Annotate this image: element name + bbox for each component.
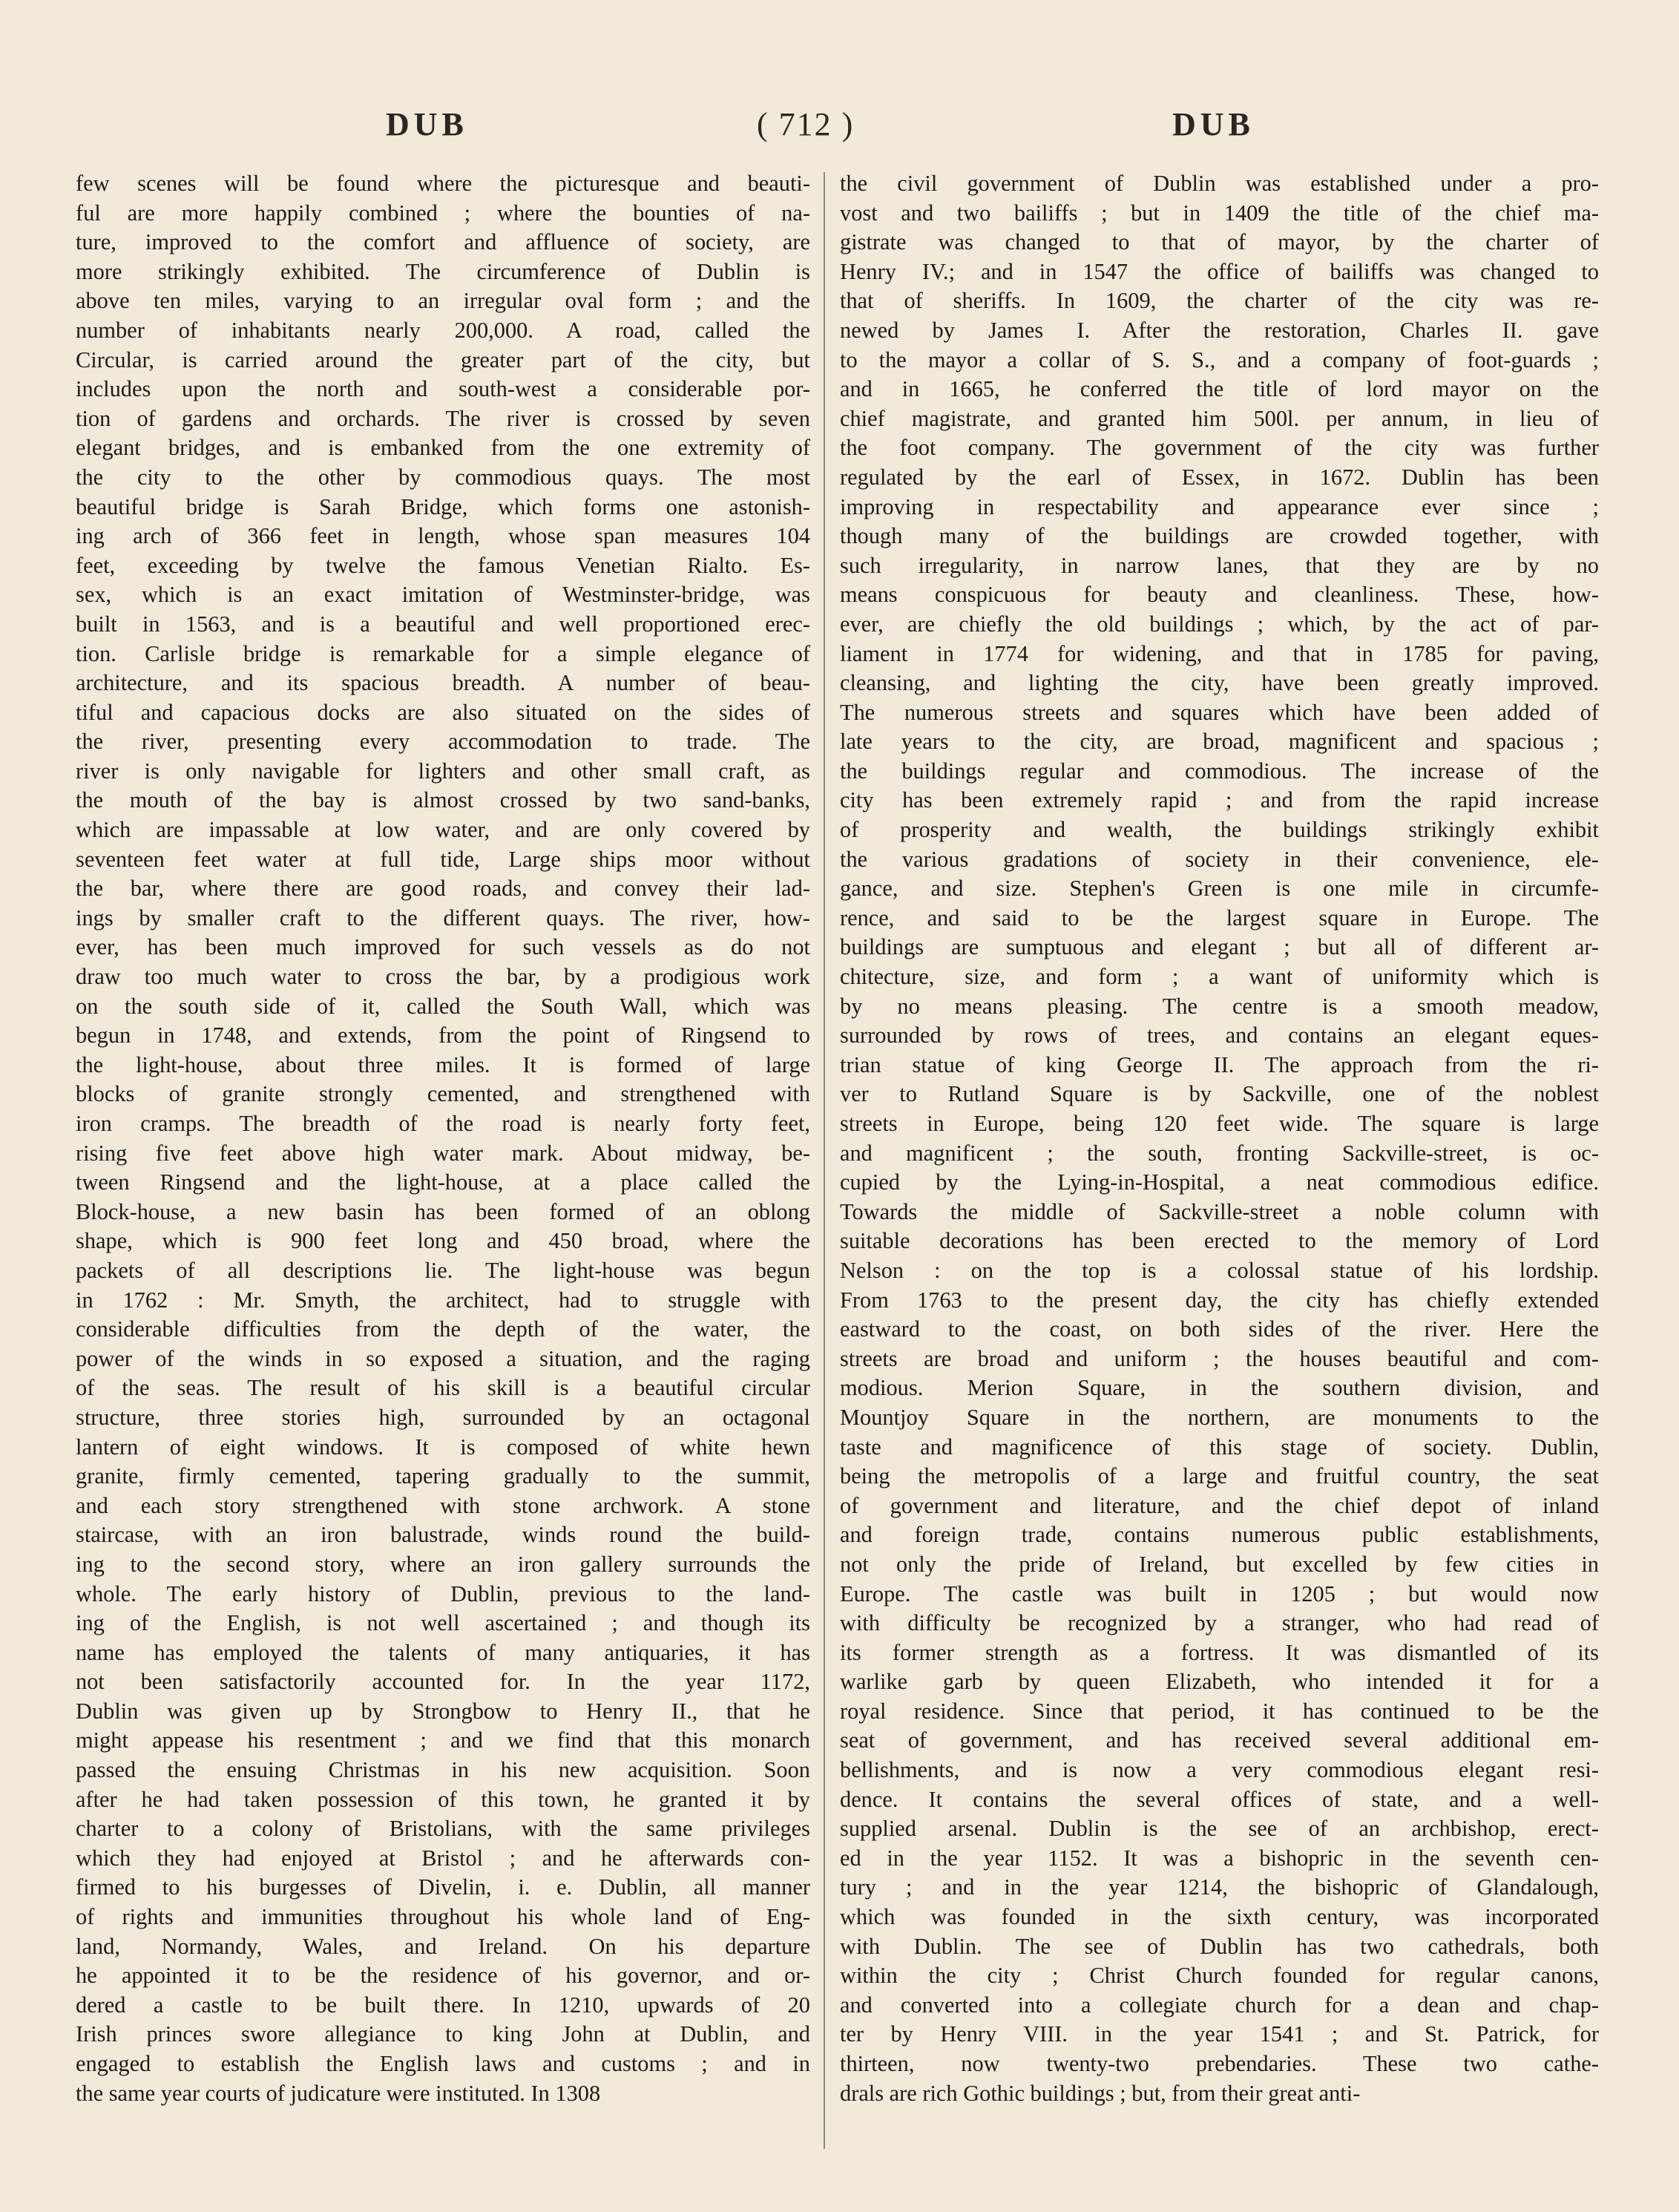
text-line: suitable decorations has been erected to the memory of Lord — [840, 1228, 1599, 1254]
text-line: rising five feet above high water mark. About midway, be- — [76, 1140, 810, 1166]
text-line: the mouth of the bay is almost crossed by two sand-banks, — [76, 787, 810, 813]
text-line: more strikingly exhibited. The circumference of Dublin is — [76, 258, 810, 284]
column-divider — [824, 172, 825, 2149]
text-line: Block-house, a new basin has been formed of an oblong — [76, 1198, 810, 1224]
text-line: The numerous streets and squares which have been added of — [840, 699, 1599, 725]
text-line: such irregularity, in narrow lanes, that they are by no — [840, 552, 1599, 578]
text-line: buildings are sumptuous and elegant ; but all of different ar- — [840, 934, 1599, 960]
header-right-keyword: DUB — [1172, 106, 1255, 142]
text-line: Henry IV.; and in 1547 the office of bailiffs was changed to — [840, 258, 1599, 284]
text-line: passed the ensuing Christmas in his new acquisition. Soon — [76, 1757, 810, 1783]
text-line: few scenes will be found where the picturesque and beauti- — [76, 171, 810, 196]
text-line: by no means pleasing. The centre is a smooth meadow, — [840, 993, 1599, 1019]
text-line: newed by James I. After the restoration, Charles II. gave — [840, 317, 1599, 343]
text-line: and magnificent ; the south, fronting Sackville-street, is oc- — [840, 1140, 1599, 1166]
text-line: the bar, where there are good roads, and convey their lad- — [76, 876, 810, 902]
text-line: and each story strengthened with stone archwork. A stone — [76, 1492, 810, 1518]
text-line: eastward to the coast, on both sides of the river. Here the — [840, 1316, 1599, 1342]
text-line: the river, presenting every accommodation to trade. The — [76, 729, 810, 755]
text-line: ed in the year 1152. It was a bishopric in the seventh cen- — [840, 1845, 1599, 1871]
text-line: rence, and said to be the largest square in Europe. The — [840, 905, 1599, 931]
text-line: elegant bridges, and is embanked from the one extremity of — [76, 435, 810, 461]
text-line: tween Ringsend and the light-house, at a place called the — [76, 1169, 810, 1195]
text-line: Circular, is carried around the greater part of the city, but — [76, 347, 810, 373]
text-line: though many of the buildings are crowded together, with — [840, 523, 1599, 549]
text-line: the city to the other by commodious quays. The most — [76, 464, 810, 490]
text-line: ver to Rutland Square is by Sackville, one of the noblest — [840, 1081, 1599, 1107]
text-line: trian statue of king George II. The approach from the ri- — [840, 1051, 1599, 1077]
text-line: late years to the city, are broad, magnificent and spacious ; — [840, 729, 1599, 755]
text-line: power of the winds in so exposed a situation, and the raging — [76, 1345, 810, 1371]
text-line: From 1763 to the present day, the city has chiefly extended — [840, 1287, 1599, 1313]
text-line: being the metropolis of a large and fruitful country, the seat — [840, 1463, 1599, 1489]
text-line: seventeen feet water at full tide, Large ships moor without — [76, 846, 810, 872]
text-line: architecture, and its spacious breadth. A number of beau- — [76, 670, 810, 696]
text-line: of government and literature, and the chief depot of inland — [840, 1492, 1599, 1518]
text-line: tion of gardens and orchards. The river is crossed by seven — [76, 405, 810, 431]
text-line: engaged to establish the English laws and customs ; and in — [76, 2051, 810, 2076]
text-line: modious. Merion Square, in the southern division, and — [840, 1375, 1599, 1401]
text-line: river is only navigable for lighters and other small craft, as — [76, 758, 810, 784]
text-line: includes upon the north and south-west a considerable por- — [76, 376, 810, 402]
text-line: ever, has been much improved for such vessels as do not — [76, 934, 810, 960]
text-line: regulated by the earl of Essex, in 1672. Dublin has been — [840, 464, 1599, 490]
text-line: feet, exceeding by twelve the famous Venetian Rialto. Es- — [76, 552, 810, 578]
text-line: the various gradations of society in their convenience, ele- — [840, 846, 1599, 872]
text-line: and converted into a collegiate church for a dean and chap- — [840, 1992, 1599, 2018]
text-line: name has employed the talents of many antiquaries, it has — [76, 1639, 810, 1665]
text-line: ing of the English, is not well ascertained ; and though its — [76, 1610, 810, 1636]
text-line: on the south side of it, called the South Wall, which was — [76, 993, 810, 1019]
text-line: dence. It contains the several offices of state, and a well- — [840, 1786, 1599, 1812]
text-line: vost and two bailiffs ; but in 1409 the title of the chief ma- — [840, 200, 1599, 226]
text-line: taste and magnificence of this stage of society. Dublin, — [840, 1434, 1599, 1460]
text-line: packets of all descriptions lie. The light-house was begun — [76, 1257, 810, 1283]
text-line: that of sheriffs. In 1609, the charter of the city was re- — [840, 288, 1599, 314]
text-line: of prosperity and wealth, the buildings strikingly exhibit — [840, 817, 1599, 843]
text-line: sex, which is an exact imitation of Westminster-bridge, was — [76, 582, 810, 608]
text-line: Dublin was given up by Strongbow to Henry II., that he — [76, 1698, 810, 1724]
text-line: gistrate was changed to that of mayor, by the charter of — [840, 229, 1599, 255]
text-line: after he had taken possession of this town, he granted it by — [76, 1786, 810, 1812]
text-line: shape, which is 900 feet long and 450 broad, where the — [76, 1228, 810, 1254]
text-line: ture, improved to the comfort and affluence of society, are — [76, 229, 810, 255]
text-line: ful are more happily combined ; where the bounties of na- — [76, 200, 810, 226]
text-line: draw too much water to cross the bar, by a prodigious work — [76, 964, 810, 990]
text-line: he appointed it to be the residence of his governor, and or- — [76, 1963, 810, 1989]
text-line: the light-house, about three miles. It is formed of large — [76, 1051, 810, 1077]
text-line: and foreign trade, contains numerous public establishments, — [840, 1522, 1599, 1548]
right-text-column — [840, 169, 1599, 2173]
text-line: with difficulty be recognized by a stranger, who had read of — [840, 1610, 1599, 1636]
text-line: structure, three stories high, surrounded by an octagonal — [76, 1404, 810, 1430]
text-line: the same year courts of judicature were instituted. In 1308 — [76, 2080, 601, 2106]
text-line: number of inhabitants nearly 200,000. A road, called the — [76, 317, 810, 343]
text-line: dered a castle to be built there. In 1210, upwards of 20 — [76, 1992, 810, 2018]
text-line: built in 1563, and is a beautiful and well proportioned erec- — [76, 611, 810, 637]
text-line: tiful and capacious docks are also situated on the sides of — [76, 699, 810, 725]
text-line: supplied arsenal. Dublin is the see of an archbishop, erect- — [840, 1816, 1599, 1842]
running-header — [0, 105, 1679, 150]
text-line: Europe. The castle was built in 1205 ; but would now — [840, 1581, 1599, 1607]
text-line: begun in 1748, and extends, from the point of Ringsend to — [76, 1023, 810, 1048]
text-line: liament in 1774 for widening, and that in 1785 for paving, — [840, 640, 1599, 666]
text-line: iron cramps. The breadth of the road is nearly forty feet, — [76, 1111, 810, 1136]
text-line: royal residence. Since that period, it has continued to be the — [840, 1698, 1599, 1724]
text-line: whole. The early history of Dublin, previous to the land- — [76, 1581, 810, 1607]
text-line: not only the pride of Ireland, but excelled by few cities in — [840, 1551, 1599, 1577]
text-line: city has been extremely rapid ; and from the rapid increase — [840, 787, 1599, 813]
text-line: with Dublin. The see of Dublin has two cathedrals, both — [840, 1933, 1599, 1959]
text-line: improving in respectability and appearance ever since ; — [840, 493, 1599, 519]
text-line: tion. Carlisle bridge is remarkable for a simple elegance of — [76, 640, 810, 666]
text-line: streets are broad and uniform ; the houses beautiful and com- — [840, 1345, 1599, 1371]
text-line: in 1762 : Mr. Smyth, the architect, had to struggle with — [76, 1287, 810, 1313]
text-line: chitecture, size, and form ; a want of uniformity which is — [840, 964, 1599, 990]
text-line: and in 1665, he conferred the title of lord mayor on the — [840, 376, 1599, 402]
text-line: gance, and size. Stephen's Green is one mile in circumfe- — [840, 876, 1599, 902]
text-line: tury ; and in the year 1214, the bishopric of Glandalough, — [840, 1874, 1599, 1900]
text-line: ings by smaller craft to the different quays. The river, how- — [76, 905, 810, 931]
text-line: blocks of granite strongly cemented, and strengthened with — [76, 1081, 810, 1107]
text-line: streets in Europe, being 120 feet wide. The square is large — [840, 1111, 1599, 1136]
text-line: cupied by the Lying-in-Hospital, a neat commodious edifice. — [840, 1169, 1599, 1195]
text-line: Towards the middle of Sackville-street a noble column with — [840, 1198, 1599, 1224]
text-line: thirteen, now twenty-two prebendaries. These two cathe- — [840, 2051, 1599, 2076]
text-line: surrounded by rows of trees, and contains an elegant eques- — [840, 1023, 1599, 1048]
text-line: the civil government of Dublin was established under a pro- — [840, 171, 1599, 196]
text-line: the buildings regular and commodious. The increase of the — [840, 758, 1599, 784]
text-line: land, Normandy, Wales, and Ireland. On his departure — [76, 1933, 810, 1959]
text-line: granite, firmly cemented, tapering gradually to the summit, — [76, 1463, 810, 1489]
text-line: its former strength as a fortress. It was dismantled of its — [840, 1639, 1599, 1665]
text-line: chief magistrate, and granted him 500l. per annum, in lieu of — [840, 405, 1599, 431]
text-line: not been satisfactorily accounted for. In the year 1172, — [76, 1669, 810, 1695]
text-line: lantern of eight windows. It is composed of white hewn — [76, 1434, 810, 1460]
text-line: ever, are chiefly the old buildings ; which, by the act of par- — [840, 611, 1599, 637]
text-line: ing to the second story, where an iron gallery surrounds the — [76, 1551, 810, 1577]
text-line: which they had enjoyed at Bristol ; and he afterwards con- — [76, 1845, 810, 1871]
text-line: means conspicuous for beauty and cleanliness. These, how- — [840, 582, 1599, 608]
text-line: of the seas. The result of his skill is a beautiful circular — [76, 1375, 810, 1401]
text-line: Nelson : on the top is a colossal statue of his lordship. — [840, 1257, 1599, 1283]
text-line: cleansing, and lighting the city, have been greatly improved. — [840, 670, 1599, 696]
text-line: within the city ; Christ Church founded for regular canons, — [840, 1963, 1599, 1989]
text-line: ter by Henry VIII. in the year 1541 ; and St. Patrick, for — [840, 2021, 1599, 2047]
text-line: warlike garb by queen Elizabeth, who intended it for a — [840, 1669, 1599, 1695]
text-line: of rights and immunities throughout his whole land of Eng- — [76, 1904, 810, 1930]
text-line: firmed to his burgesses of Divelin, i. e. Dublin, all manner — [76, 1874, 810, 1900]
text-line: above ten miles, varying to an irregular oval form ; and the — [76, 288, 810, 314]
header-left-keyword: DUB — [386, 106, 468, 142]
text-line: Mountjoy Square in the northern, are monuments to the — [840, 1404, 1599, 1430]
text-line: bellishments, and is now a very commodious elegant resi- — [840, 1757, 1599, 1783]
text-line: charter to a colony of Bristolians, with the same privileges — [76, 1816, 810, 1842]
left-text-column — [76, 169, 810, 2173]
text-line: ing arch of 366 feet in length, whose span measures 104 — [76, 523, 810, 549]
text-line: seat of government, and has received several additional em- — [840, 1727, 1599, 1753]
text-line: staircase, with an iron balustrade, winds round the build- — [76, 1522, 810, 1548]
text-line: to the mayor a collar of S. S., and a company of foot-guards ; — [840, 347, 1599, 373]
text-line: might appease his resentment ; and we find that this monarch — [76, 1727, 810, 1753]
text-line: Irish princes swore allegiance to king John at Dublin, and — [76, 2021, 810, 2047]
text-line: considerable difficulties from the depth of the water, the — [76, 1316, 810, 1342]
page-number: ( 712 ) — [757, 106, 855, 142]
text-line: which was founded in the sixth century, was incorporated — [840, 1904, 1599, 1930]
text-line: drals are rich Gothic buildings ; but, from their great anti- — [840, 2080, 1361, 2106]
text-line: beautiful bridge is Sarah Bridge, which forms one astonish- — [76, 493, 810, 519]
text-line: the foot company. The government of the city was further — [840, 435, 1599, 461]
text-line: which are impassable at low water, and are only covered by — [76, 817, 810, 843]
